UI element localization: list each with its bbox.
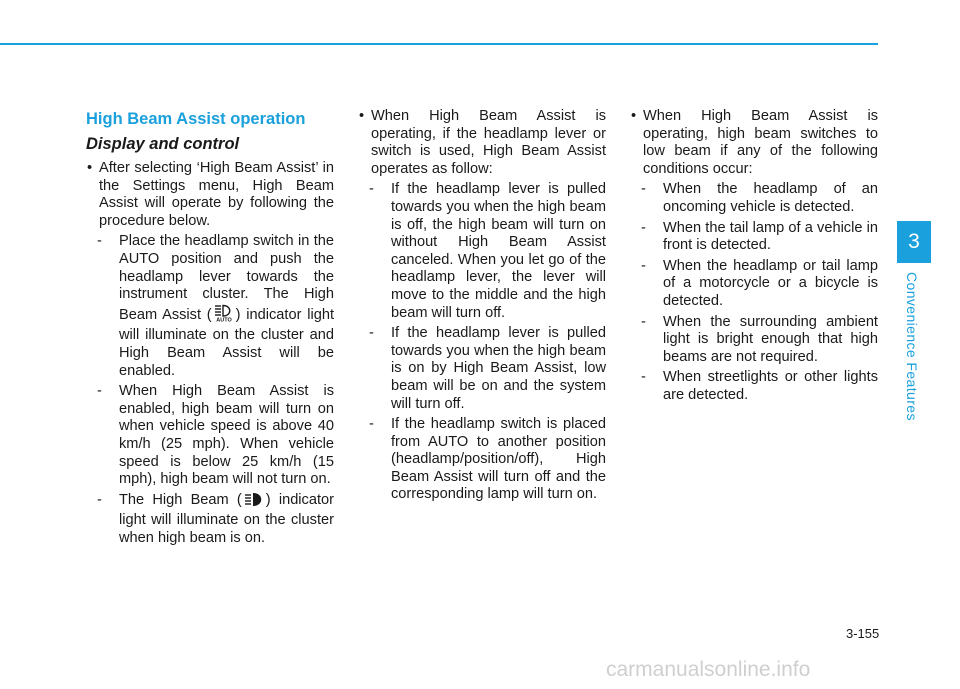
sub-item: - If the headlamp lever is pulled towards you when the high beam is off, the high beam will turn on without High Beam Assist canceled. When you let go of the headlamp lever, the lever will move to the middle and the high beam will turn off. (369, 181, 606, 322)
sub-item: - When the tail lamp of a vehicle in front is detected. (641, 220, 878, 255)
header-rule (0, 43, 878, 45)
sub-item-text: Place the headlamp switch in the AUTO position and push the headlamp lever towards the instrument cluster. The High Beam Assist ( (119, 233, 334, 323)
sub-item-text: ) indicator light will illuminate on the cluster when high beam is on. (119, 491, 334, 546)
sub-item: - When the headlamp or tail lamp of a motorcycle or a bicycle is detected. (641, 258, 878, 311)
subsection-title: Display and control (86, 135, 240, 153)
high-beam-icon (243, 492, 265, 513)
column-2 (358, 108, 606, 504)
sub-item (97, 492, 334, 548)
sub-item: - When the headlamp of an oncoming vehicle is detected. (641, 181, 878, 216)
sub-item-text: The High Beam ( (119, 491, 242, 508)
sub-item: - If the headlamp lever is pulled towards you when the high beam is on by High Beam Assist, low beam will be on and the system will turn off. (369, 325, 606, 413)
chapter-title: Convenience Features (904, 272, 920, 421)
sub-item: - When streetlights or other lights are detected. (641, 369, 878, 404)
watermark[interactable]: carmanualsonline.info (606, 658, 811, 681)
bullet-item: • When High Beam Assist is operating, high beam switches to low beam if any of the following conditions occur: (630, 108, 878, 178)
chapter-number-tab: 3 (897, 221, 931, 263)
sub-item: - When High Beam Assist is enabled, high beam will turn on when vehicle speed is above 40 km/h (25 mph). When vehicle speed is below 25 km/h (15 mph), high beam will not turn on. (97, 383, 334, 489)
section-title: High Beam Assist operation (86, 110, 306, 128)
sub-item: - If the headlamp switch is placed from AUTO to another position (headlamp/position/off), High Beam Assist will turn off and the corresponding lamp will turn on. (369, 416, 606, 504)
bullet-item: • When High Beam Assist is operating, if the headlamp lever or switch is used, High Beam Assist operates as follow: (358, 108, 606, 178)
sub-item-text: ) indicator light will illuminate on the cluster and High Beam Assist will be enabled. (119, 306, 334, 379)
auto-label: AUTO (215, 317, 232, 322)
column-1 (86, 108, 334, 547)
sub-item (97, 233, 334, 380)
column-3 (630, 108, 878, 405)
bullet-item: • After selecting ‘High Beam Assist’ in the Settings menu, High Beam Assist will operate by following the procedure below. (86, 160, 334, 230)
high-beam-assist-icon (213, 304, 235, 328)
sub-item: - When the surrounding ambient light is bright enough that high beams are not required. (641, 314, 878, 367)
page-number: 3-155 (846, 626, 880, 641)
